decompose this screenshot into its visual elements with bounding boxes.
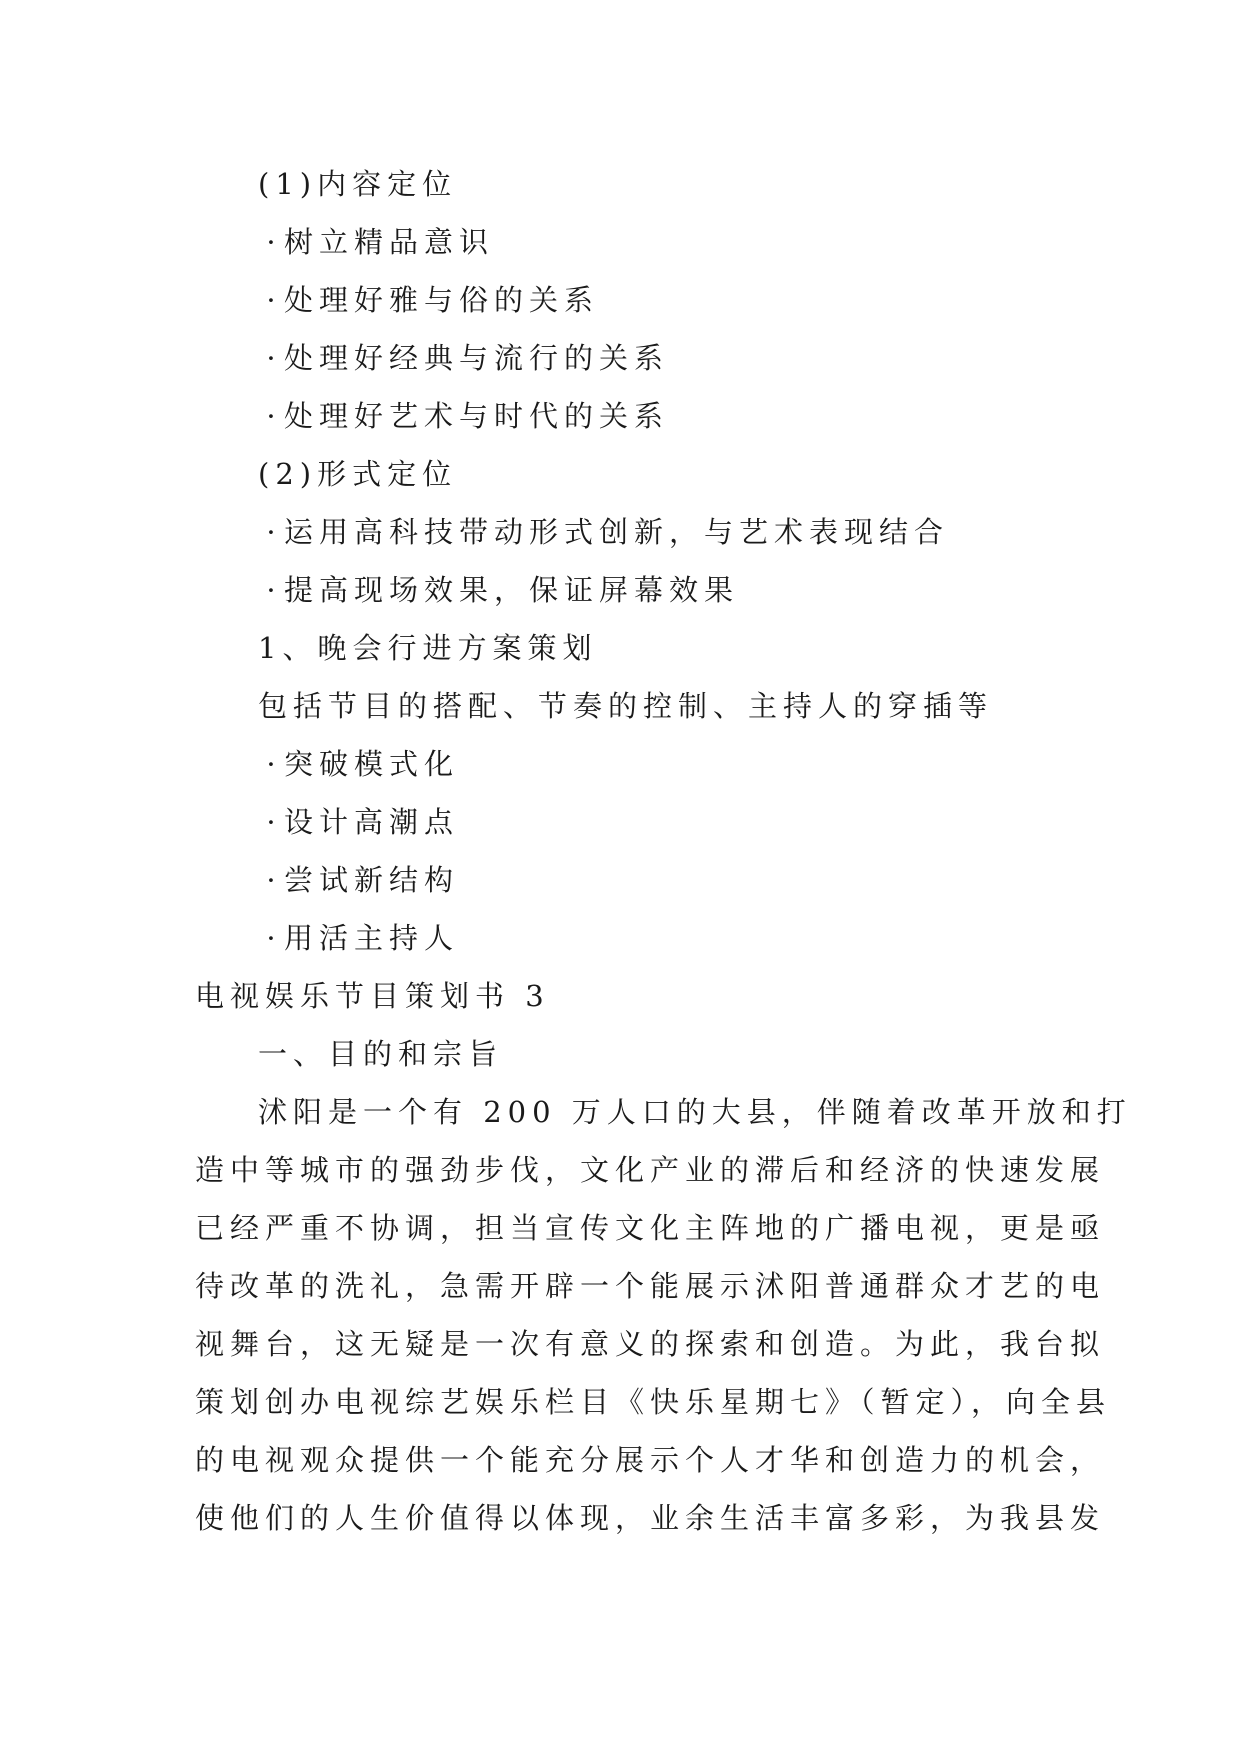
bullet-text: 提高现场效果，保证屏幕效果 [284, 573, 740, 607]
subsection-title: 一、目的和宗旨 [258, 1037, 504, 1071]
bullet-symbol: · [266, 573, 276, 607]
section-title: 电视娱乐节目策划书 3 [195, 979, 550, 1013]
bullet-item [258, 570, 739, 610]
bullet-text: 处理好雅与俗的关系 [284, 283, 600, 317]
bullet-symbol: · [266, 863, 276, 897]
bullet-item [258, 802, 459, 842]
bullet-text: 处理好经典与流行的关系 [284, 341, 670, 375]
paragraph-line: 策划创办电视综艺娱乐栏目《快乐星期七》（暂定），向全县 [195, 1385, 1112, 1419]
heading-form-positioning: (2)形式定位 [258, 457, 458, 491]
bullet-item [258, 860, 459, 900]
bullet-symbol: · [266, 399, 276, 433]
heading-gala-plan: 1、晚会行进方案策划 [258, 631, 598, 665]
bullet-item [258, 396, 669, 436]
paragraph-line: 待改革的洗礼，急需开辟一个能展示沭阳普通群众才艺的电 [195, 1269, 1106, 1303]
bullet-item [258, 744, 459, 784]
bullet-symbol: · [266, 515, 276, 549]
bullet-text: 用活主持人 [284, 921, 460, 955]
bullet-text: 处理好艺术与时代的关系 [284, 399, 670, 433]
bullet-symbol: · [266, 805, 276, 839]
bullet-item [258, 918, 459, 958]
bullet-text: 突破模式化 [284, 747, 460, 781]
bullet-item [258, 338, 669, 378]
bullet-symbol: · [266, 921, 276, 955]
bullet-item [258, 280, 599, 320]
bullet-symbol: · [266, 283, 276, 317]
bullet-text: 尝试新结构 [284, 863, 460, 897]
bullet-item [258, 222, 494, 262]
bullet-symbol: · [266, 341, 276, 375]
paragraph-line: 的电视观众提供一个能充分展示个人才华和创造力的机会， [195, 1443, 1106, 1477]
plain-line: 包括节目的搭配、节奏的控制、主持人的穿插等 [258, 689, 994, 723]
bullet-symbol: · [266, 225, 276, 259]
bullet-text: 设计高潮点 [284, 805, 460, 839]
paragraph-line: 造中等城市的强劲步伐，文化产业的滞后和经济的快速发展 [195, 1153, 1106, 1187]
paragraph-line: 视舞台，这无疑是一次有意义的探索和创造。为此，我台拟 [195, 1327, 1106, 1361]
bullet-symbol: · [266, 747, 276, 781]
bullet-text: 运用高科技带动形式创新，与艺术表现结合 [284, 515, 950, 549]
bullet-item [258, 512, 949, 552]
paragraph-line: 使他们的人生价值得以体现，业余生活丰富多彩，为我县发 [195, 1501, 1106, 1535]
heading-content-positioning: (1)内容定位 [258, 167, 458, 201]
bullet-text: 树立精品意识 [284, 225, 495, 259]
paragraph-line: 已经严重不协调，担当宣传文化主阵地的广播电视，更是亟 [195, 1211, 1106, 1245]
paragraph-line: 沭阳是一个有 200 万人口的大县，伴随着改革开放和打 [258, 1095, 1132, 1129]
